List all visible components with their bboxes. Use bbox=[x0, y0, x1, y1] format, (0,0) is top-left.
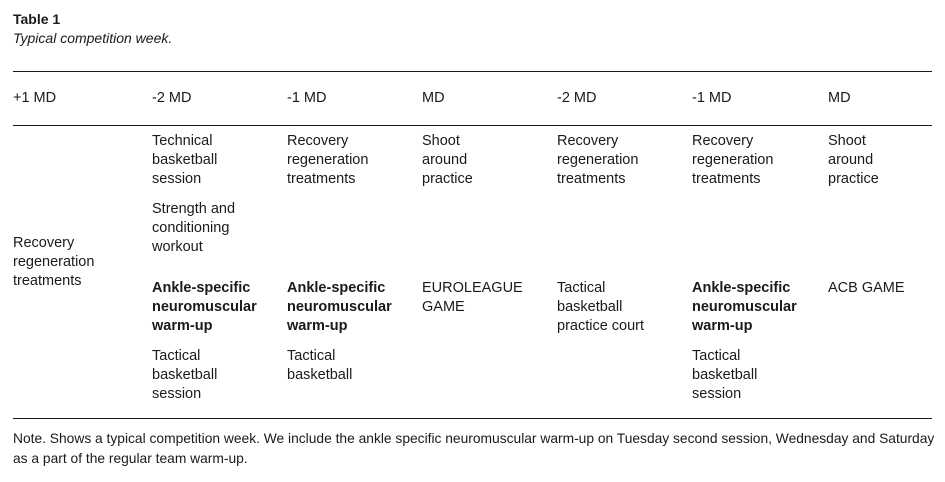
header-minus1-md-second: -1 MD bbox=[692, 90, 732, 106]
cell-tactical-session: Tactical basketball session bbox=[692, 348, 758, 402]
table-header-rule bbox=[13, 125, 932, 126]
table-label: Table 1 bbox=[13, 11, 61, 27]
cell-ankle-warmup: Ankle-specific neuromuscular warm-up bbox=[152, 280, 257, 334]
header-md-second: MD bbox=[828, 90, 851, 106]
cell-strength-workout: Strength and conditioning workout bbox=[152, 201, 236, 255]
cell-technical-session: Technical basketball session bbox=[152, 133, 218, 187]
cell-recovery-minus2: Recovery regeneration treatments bbox=[557, 133, 639, 187]
cell-recovery-plus1: Recovery regeneration treatments bbox=[13, 235, 95, 289]
table-caption bbox=[13, 10, 172, 48]
header-minus1-md: -1 MD bbox=[287, 90, 327, 106]
table-bottom-rule bbox=[13, 418, 932, 419]
header-minus2-md: -2 MD bbox=[152, 90, 192, 106]
cell-euroleague-game: EUROLEAGUE GAME bbox=[422, 280, 523, 315]
cell-recovery-minus1: Recovery regeneration treatments bbox=[287, 133, 369, 187]
cell-shoot-around: Shoot around practice bbox=[422, 133, 473, 187]
cell-tactical-basketball: Tactical basketball bbox=[287, 348, 353, 383]
table-note: Note. Shows a typical competition week. We include the ankle specific neuromuscular warm-up on Tuesday second session, Wednesday and Saturday as a part of the regular team warm-up. bbox=[13, 431, 935, 466]
header-minus2-md-second: -2 MD bbox=[557, 90, 597, 106]
table-top-rule bbox=[13, 71, 932, 72]
cell-shoot-around-second: Shoot around practice bbox=[828, 133, 879, 187]
cell-tactical-session: Tactical basketball session bbox=[152, 348, 218, 402]
header-md: MD bbox=[422, 90, 445, 106]
cell-tactical-practice-court: Tactical basketball practice court bbox=[557, 280, 645, 334]
cell-acb-game: ACB GAME bbox=[828, 280, 905, 296]
cell-ankle-warmup: Ankle-specific neuromuscular warm-up bbox=[692, 280, 797, 334]
cell-ankle-warmup: Ankle-specific neuromuscular warm-up bbox=[287, 280, 392, 334]
header-plus1-md: +1 MD bbox=[13, 90, 57, 106]
cell-recovery-minus1-second: Recovery regeneration treatments bbox=[692, 133, 774, 187]
table-subtitle: Typical competition week. bbox=[13, 30, 173, 46]
